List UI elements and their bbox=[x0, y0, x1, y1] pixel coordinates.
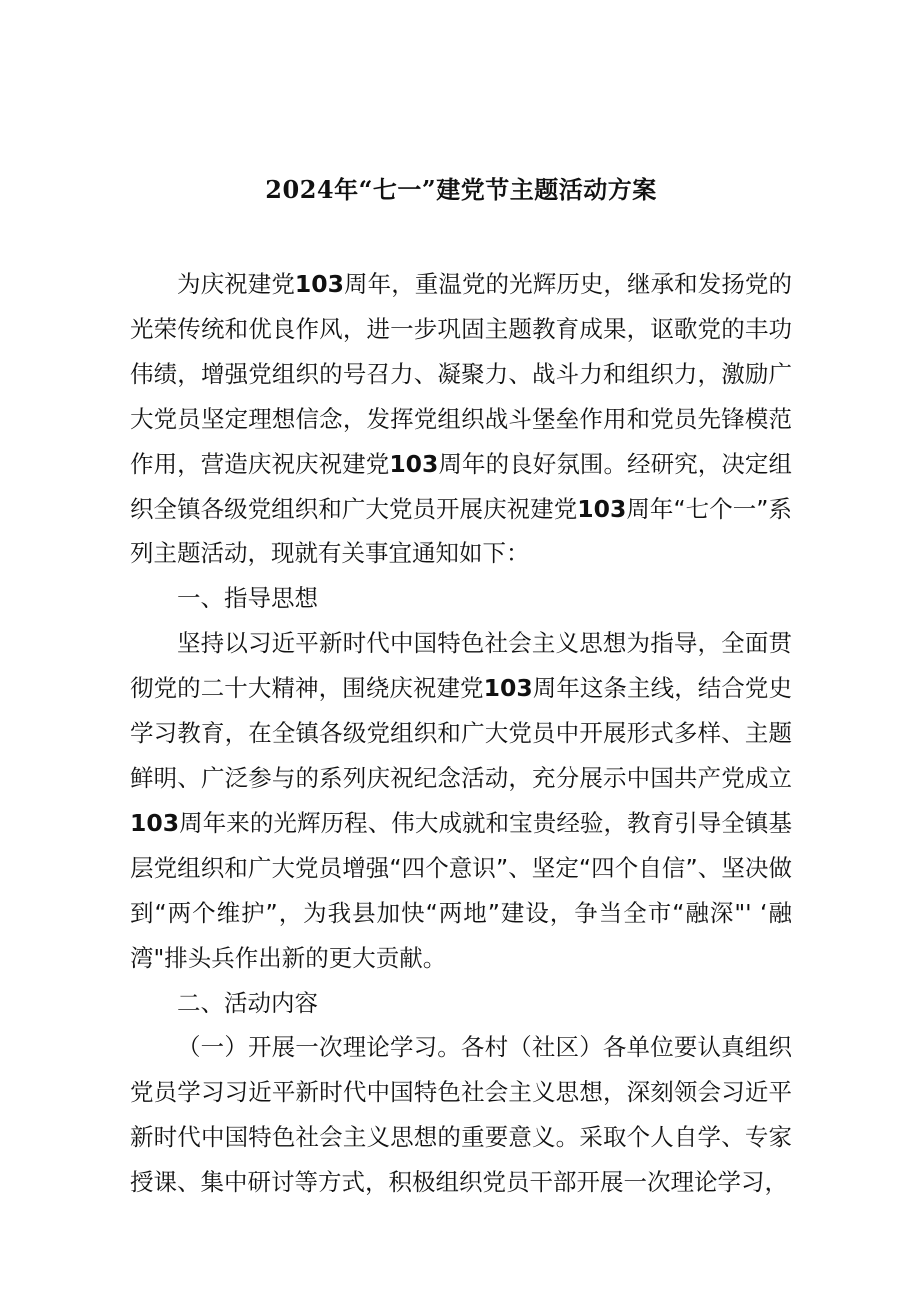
body-paragraph bbox=[130, 262, 792, 576]
body-paragraph bbox=[130, 576, 792, 621]
bold-number: 103 bbox=[577, 494, 627, 523]
body-paragraph bbox=[130, 621, 792, 980]
bold-number: 103 bbox=[130, 808, 180, 837]
body-paragraph bbox=[130, 1025, 792, 1205]
bold-number: 103 bbox=[389, 449, 439, 478]
document-title: 2024年“七一”建党节主题活动方案 bbox=[265, 175, 657, 204]
paragraph-text: 周年“七个一”系列主题活动，现就有关事宜通知如下： bbox=[130, 494, 792, 568]
paragraph-text: 周年这条主线，结合党史学习教育，在全镇各级党组织和广大党员中开展形式多样、主题鲜明、广泛参与的系列庆祝纪念活动，充分展示中国共产党成立 bbox=[130, 674, 793, 792]
paragraph-text: 周年，重温党的光辉历史，继承和发扬党的光荣传统和优良作风，进一步巩固主题教育成果，讴歌党的丰功伟绩，增强党组织的号召力、凝聚力、战斗力和组织力，激励广大党员坚定理想信念，发挥党组织战斗堡垒作用和党员先锋模范作用，营造庆祝庆祝建党 bbox=[130, 270, 793, 478]
paragraph-text: 周年的良好氛围。经研究，决定组织全镇各级党组织和广大党员开展庆祝建党 bbox=[130, 449, 793, 523]
paragraph-text: 坚持以习近平新时代中国特色社会主义思想为指导，全面贯彻党的二十大精神，围绕庆祝建党 bbox=[130, 629, 792, 703]
paragraph-text: 二、活动内容 bbox=[177, 988, 318, 1017]
paragraph-text: 一、指导思想 bbox=[177, 584, 318, 613]
document-body bbox=[130, 262, 792, 1205]
paragraph-text: （一）开展一次理论学习。各村（社区）各单位要认真组织党员学习习近平新时代中国特色社会主义思想，深刻领会习近平新时代中国特色社会主义思想的重要意义。采取个人自学、专家授课、集中研讨等方式，积极组织党员干部开展一次理论学习， bbox=[130, 1033, 792, 1197]
paragraph-text: 为庆祝建党 bbox=[177, 270, 295, 298]
bold-number: 103 bbox=[483, 674, 533, 703]
body-paragraph bbox=[130, 981, 792, 1026]
bold-number: 103 bbox=[294, 270, 344, 298]
paragraph-text: 周年来的光辉历程、伟大成就和宝贵经验，教育引导全镇基层党组织和广大党员增强“四个意识”、坚定“四个自信”、坚决做到“两个维护”，为我县加快“两地”建设，争当全市“融深"' ‘融湾"排头兵作出新的更大贡献。 bbox=[130, 808, 792, 972]
